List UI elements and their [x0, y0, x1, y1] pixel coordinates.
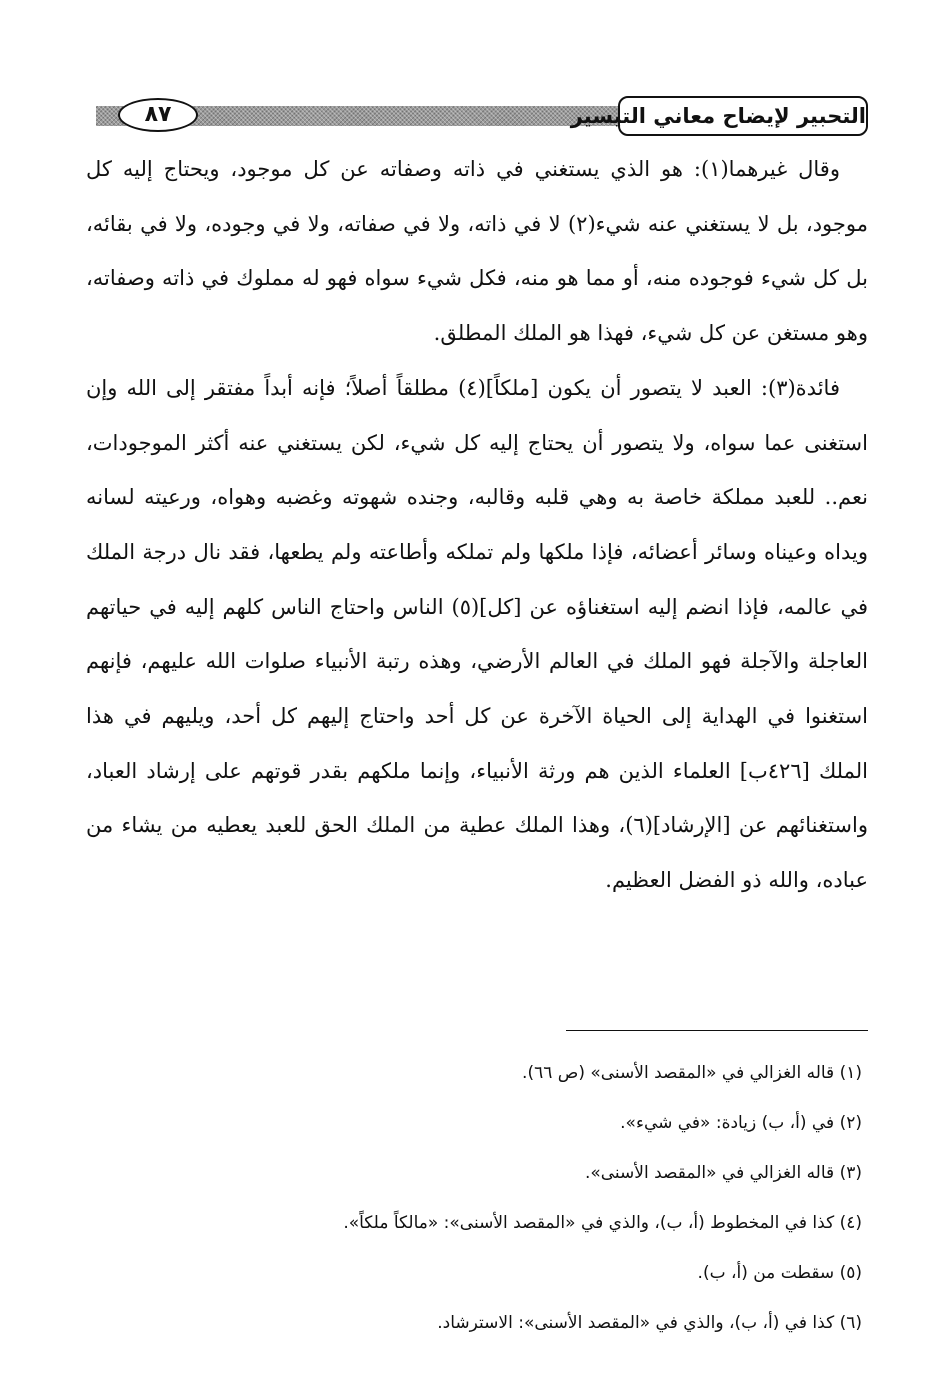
footnote-separator	[566, 1030, 868, 1031]
footnote-2: (٢) في (أ، ب) زيادة: «في شيء».	[620, 1113, 862, 1133]
footnote-3: (٣) قاله الغزالي في «المقصد الأسنى».	[584, 1163, 862, 1183]
footnote-1: (١) قاله الغزالي في «المقصد الأسنى» (ص ٦٦).	[522, 1063, 862, 1083]
paragraph-benefit: فائدة(٣): العبد لا يتصور أن يكون [ملكاً](٤) مطلقاً أصلاً؛ فإنه أبداً مفتقر إلى الله وإن استغنى عما سواه، ولا يتصور أن يحتاج إليه كل شيء، لكن يستغني عنه أكثر الموجودات، نعم.. للعبد مملكة خاصة به وهي قلبه وقالبه، وجنده شهوته وغضبه وهواه، ورعيته لسانه ويداه وعيناه وسائر أعضائه، فإذا ملكها ولم تملكه وأطاعته ولم يطعها، فقد نال درجة الملك في عالمه، فإذا انضم إليه استغناؤه عن [كل](٥) الناس واحتاج الناس كلهم إليه في حياتهم العاجلة والآجلة فهو الملك في العالم الأرضي، وهذه رتبة الأنبياء صلوات الله عليهم، فإنهم استغنوا في الهداية إلى الحياة الآخرة عن كل أحد واحتاج إليهم كل أحد، ويليهم في هذا الملك [٤٢٦ب] العلماء الذين هم ورثة الأنبياء، وإنما ملكهم بقدر قوتهم على إرشاد العباد، واستغنائهم عن [الإرشاد](٦)، وهذا الملك عطية من الملك الحق للعبد يعطيه من يشاء من عباده، والله ذو الفضل العظيم.	[86, 375, 868, 893]
footnote-5: (٥) سقطت من (أ، ب).	[697, 1263, 862, 1283]
page-number: ٨٧	[118, 98, 198, 132]
footnotes	[86, 1063, 862, 1363]
page-header	[96, 96, 868, 140]
paragraph-definition: وقال غيرهما(١): هو الذي يستغني في ذاته وصفاته عن كل موجود، ويحتاج إليه كل موجود، بل لا يستغني عنه شيء(٢) لا في ذاته، ولا في صفاته، ولا في وجوده، ولا في بقائه، بل كل شيء فوجوده منه، أو مما هو منه، فكل شيء سواه فهو له مملوك في ذاته وصفاته، وهو مستغن عن كل شيء، فهذا هو الملك المطلق.	[86, 157, 868, 346]
footnote-4: (٤) كذا في المخطوط (أ، ب)، والذي في «المقصد الأسنى»: «مالكاً ملكاً».	[343, 1213, 862, 1233]
footnote-6: (٦) كذا في (أ، ب)، والذي في «المقصد الأسنى»: الاسترشاد.	[437, 1313, 862, 1333]
running-book-title: التحبير لإيضاح معاني التيسير	[618, 96, 868, 136]
main-text	[86, 142, 868, 908]
